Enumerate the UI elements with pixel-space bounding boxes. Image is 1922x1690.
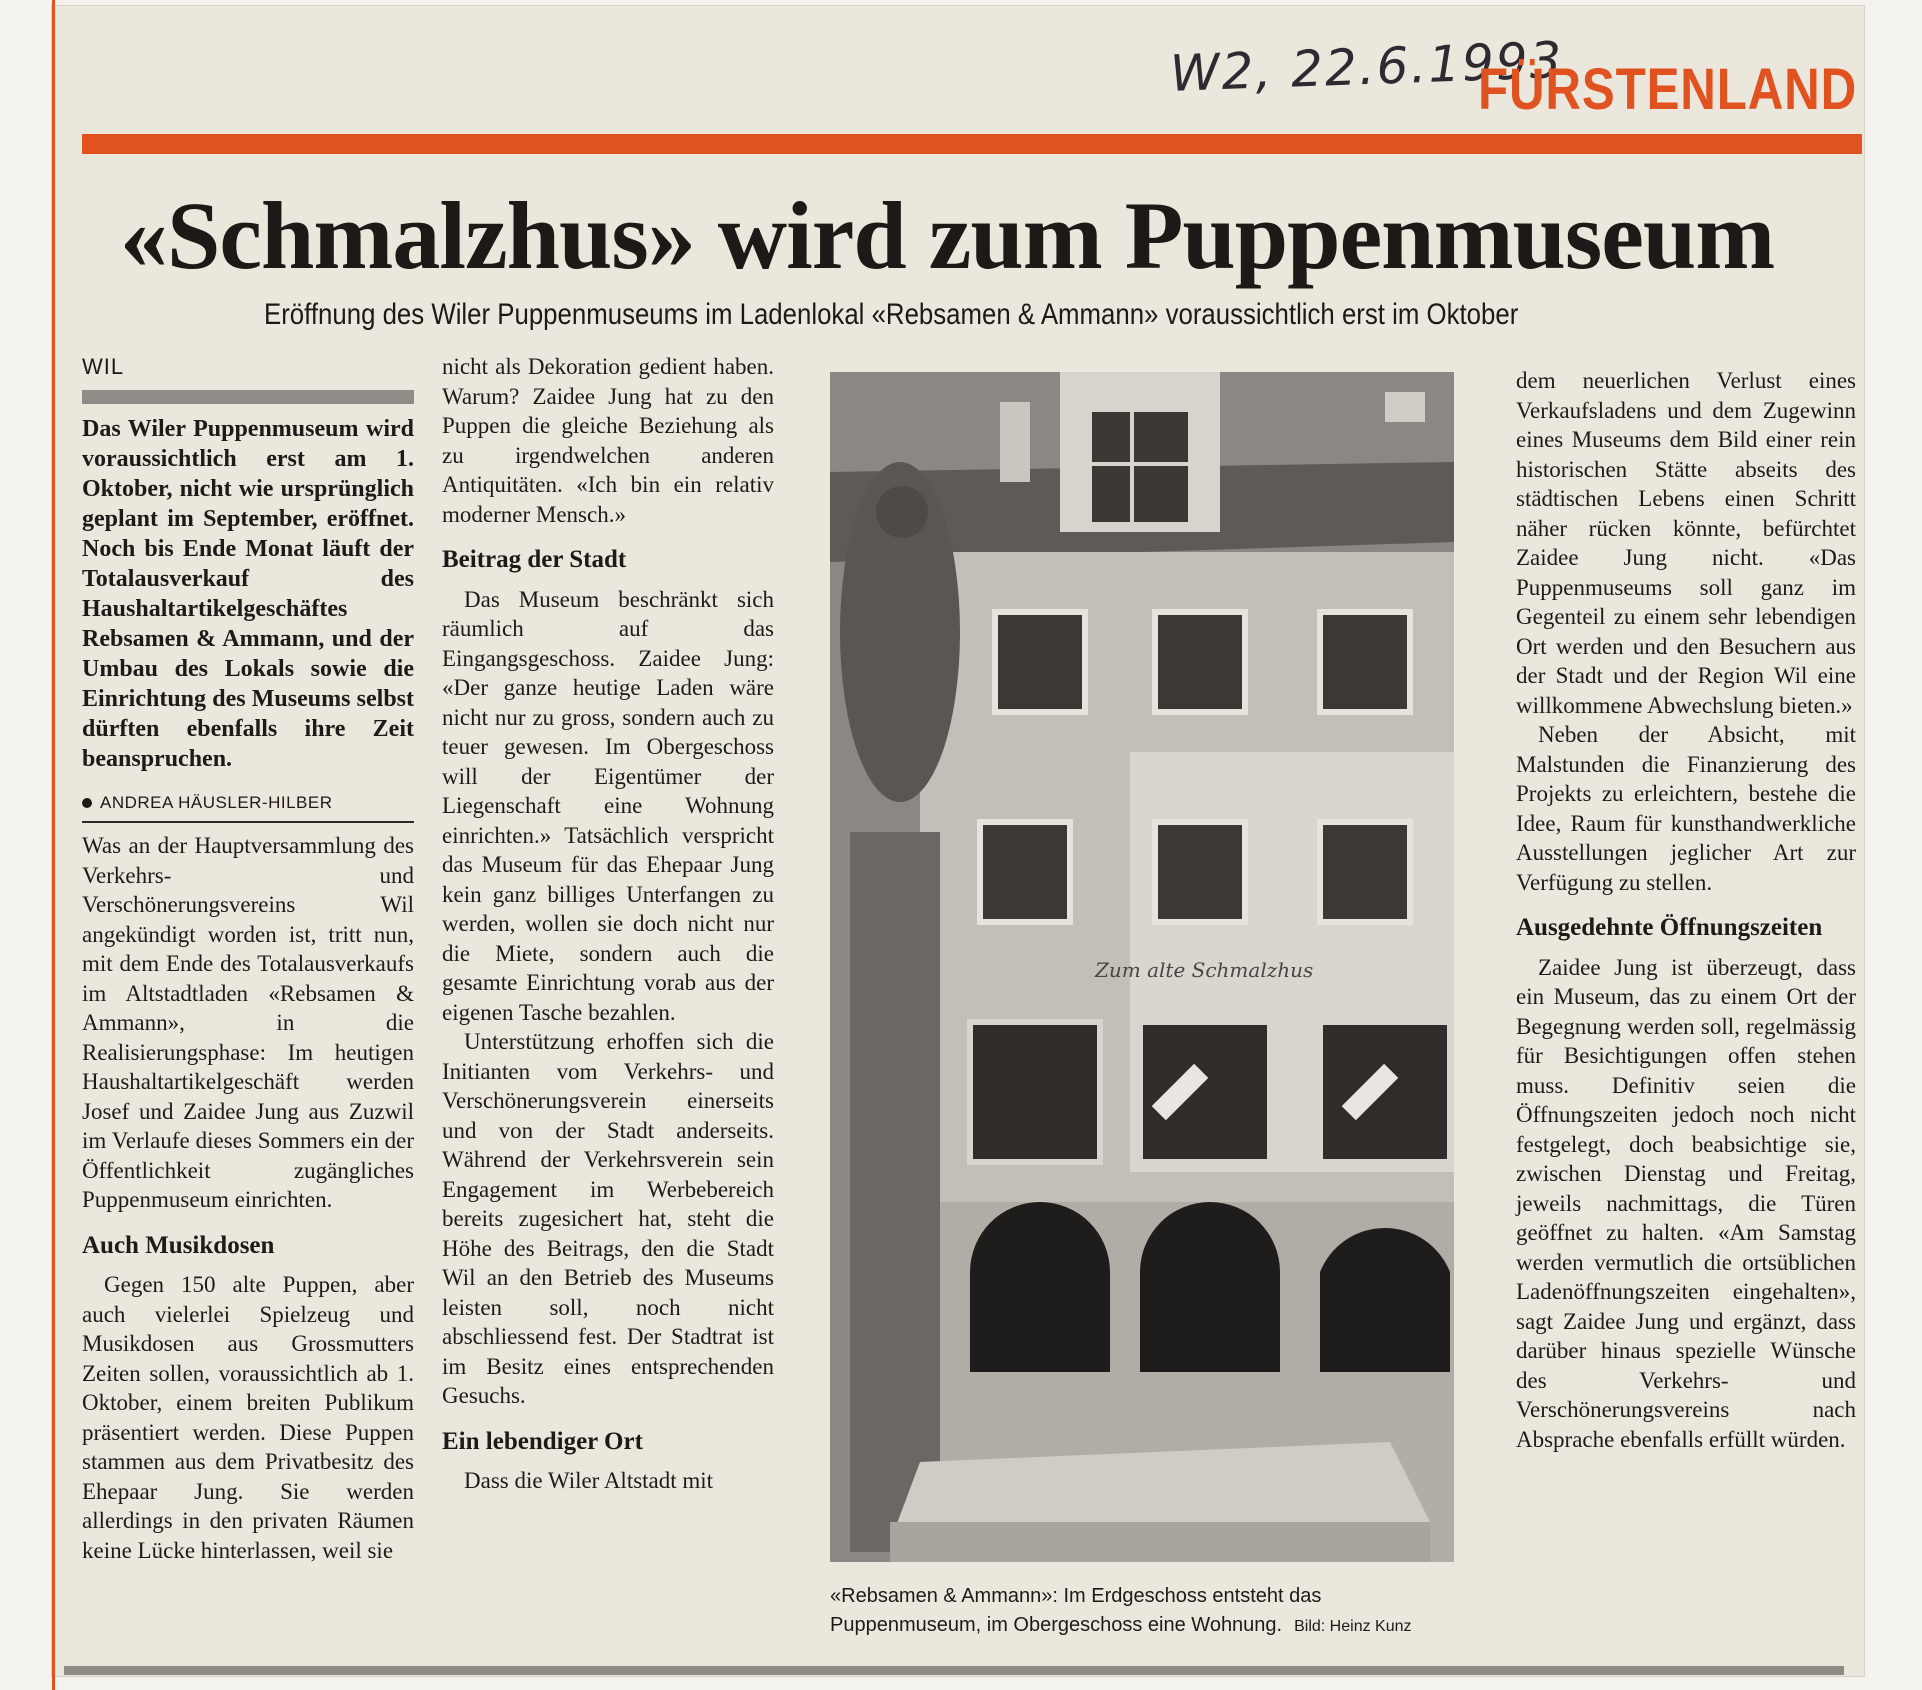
subheadline: Eröffnung des Wiler Puppenmuseums im Ladenlokal «Rebsamen & Ammann» voraussichtlich erst im Oktober <box>264 298 1519 331</box>
photo-credit: Bild: Heinz Kunz <box>1294 1618 1412 1635</box>
clipping-edge <box>52 0 55 1690</box>
byline-bullet <box>82 798 92 808</box>
body-paragraph: Neben der Absicht, mit Malstunden die Finanzierung des Projekts zu erleichtern, bestehe die Idee, Raum für kunsthandwerkliche Ausstellungen jeglicher Art zur Verfügung zu stellen. <box>1516 722 1856 895</box>
place-label: WIL <box>82 354 125 379</box>
photo-caption <box>830 1582 1454 1641</box>
subheading: Ein lebendiger Ort <box>442 1427 643 1455</box>
author-name: ANDREA HÄUSLER-HILBER <box>100 792 333 812</box>
subheading: Ausgedehnte Öffnungszeiten <box>1516 914 1823 941</box>
body-paragraph: Zaidee Jung ist überzeugt, dass ein Museum, das zu einem Ort der Begegnung werden soll, regelmässig für Besichtigungen offen stehen muss. Definitiv seien die Öffnungszeiten jedoch noch nicht festgelegt, doch beabsichtige sie, zwischen Dienstag und Freitag, jeweils nachmittags, die Türen geöffnet zu halten. «Am Samstag werden vermutlich die ortsüblichen Ladenöffnungszeiten eingehalten», sagt Zaidee Jung und ergänzt, dass darüber hinaus spezielle Wünsche des Verkehrs- und Verschönerungsvereins nach Absprache ebenfalls erfüllt würden. <box>1516 954 1856 1452</box>
building-sign: Zum alte Schmalzhus <box>1095 958 1314 982</box>
subheading: Auch Musikdosen <box>82 1231 275 1259</box>
column-2 <box>442 352 774 1496</box>
body-paragraph: dem neuerlichen Verlust eines Verkaufsladens und dem Zugewinn eines Museums dem Bild einer rein historischen Stätte abseits des städtischen Lebens einen Schritt näher rücken könnte, befürchtet Zaidee Jung nicht. «Das Puppenmuseums soll ganz im Gegenteil zu einem sehr lebendigen Ort werden und den Besuchern aus der Stadt und der Region Wil eine willkommene Abwechslung bieten.» <box>1516 368 1856 718</box>
body-paragraph: Gegen 150 alte Puppen, aber auch vielerlei Spielzeug und Musikdosen aus Grossmutters Zeiten sollen, voraussichtlich ab 1. Oktober, einem breiten Publikum präsentiert werden. Diese Puppen stammen aus dem Privatbesitz des Ehepaar Jung. Sie werden allerdings in den privaten Räumen keine Lücke hinterlassen, weil sie <box>82 1272 414 1563</box>
body-paragraph: Dass die Wiler Altstadt mit <box>464 1468 714 1493</box>
caption-text: «Rebsamen & Ammann»: Im Erdgeschoss entsteht das Puppenmuseum, im Obergeschoss eine Wohnung. <box>830 1585 1322 1636</box>
column-1 <box>82 352 414 1565</box>
body-paragraph: Was an der Hauptversammlung des Verkehrs- und Verschönerungsvereins Wil angekündigt worden ist, tritt nun, mit dem Ende des Totalausverkaufs im Altstadtladen «Rebsamen & Ammann», in die Realisierungsphase: Im heutigen Haushaltartikelgeschäft werden Josef und Zaidee Jung aus Zuzwil im Verlaufe dieses Sommers ein der Öffentlichkeit zugängliches Puppenmuseum einrichten. <box>82 833 414 1212</box>
place-rule <box>82 390 414 404</box>
building-photo <box>830 372 1454 1562</box>
byline <box>82 774 414 824</box>
headline: «Schmalzhus» wird zum Puppenmuseum <box>120 182 1775 289</box>
section-label: FÜRSTENLAND <box>1478 57 1858 122</box>
bottom-rule <box>64 1666 1844 1675</box>
schmalzhus-building-illustration <box>830 372 1454 1562</box>
body-paragraph: Das Museum beschränkt sich räumlich auf das Eingangsgeschoss. Zaidee Jung: «Der ganze heutige Laden wäre nicht nur zu gross, sondern auch zu teuer gewesen. Im Obergeschoss will der Eigentümer der Liegenschaft eine Wohnung einrichten.» Tatsächlich verspricht das Museum für das Ehepaar Jung kein ganz billiges Unterfangen zu werden, wollen sie doch nicht nur die Miete, sondern auch die gesamte Einrichtung vorab aus der eigenen Tasche bezahlen. <box>442 586 774 1025</box>
section-rule <box>82 134 1862 154</box>
lead-paragraph: Das Wiler Puppenmuseum wird voraussichtlich erst am 1. Oktober, nicht wie ursprünglich geplant im September, eröffnet. Noch bis Ende Monat läuft der Totalausverkauf des Haushaltartikelgeschäftes Rebsamen & Ammann, und der Umbau des Lokals sowie die Einrichtung des Museums selbst dürften ebenfalls ihre Zeit beanspruchen. <box>82 415 414 772</box>
handwritten-date-note: W2, 22.6.1993 <box>1169 31 1565 103</box>
body-paragraph: nicht als Dekoration gedient haben. Warum? Zaidee Jung hat zu den Puppen die gleiche Beziehung als zu irgendwelchen anderen Antiquitäten. «Ich bin ein relativ moderner Mensch.» <box>442 354 774 527</box>
subheading: Beitrag der Stadt <box>442 546 627 573</box>
column-4 <box>1516 366 1856 1454</box>
body-paragraph: Unterstützung erhoffen sich die Initianten vom Verkehrs- und Verschönerungsverein einerseits und von der Stadt anderseits. Während der Verkehrsverein sein Engagement im Werbebereich bereits zugesichert hat, steht die Höhe des Beitrags, den die Stadt Wil an den Betrieb des Museums leisten soll, noch nicht abschliessend fest. Der Stadtrat ist im Besitz eines entsprechenden Gesuchs. <box>442 1029 774 1408</box>
